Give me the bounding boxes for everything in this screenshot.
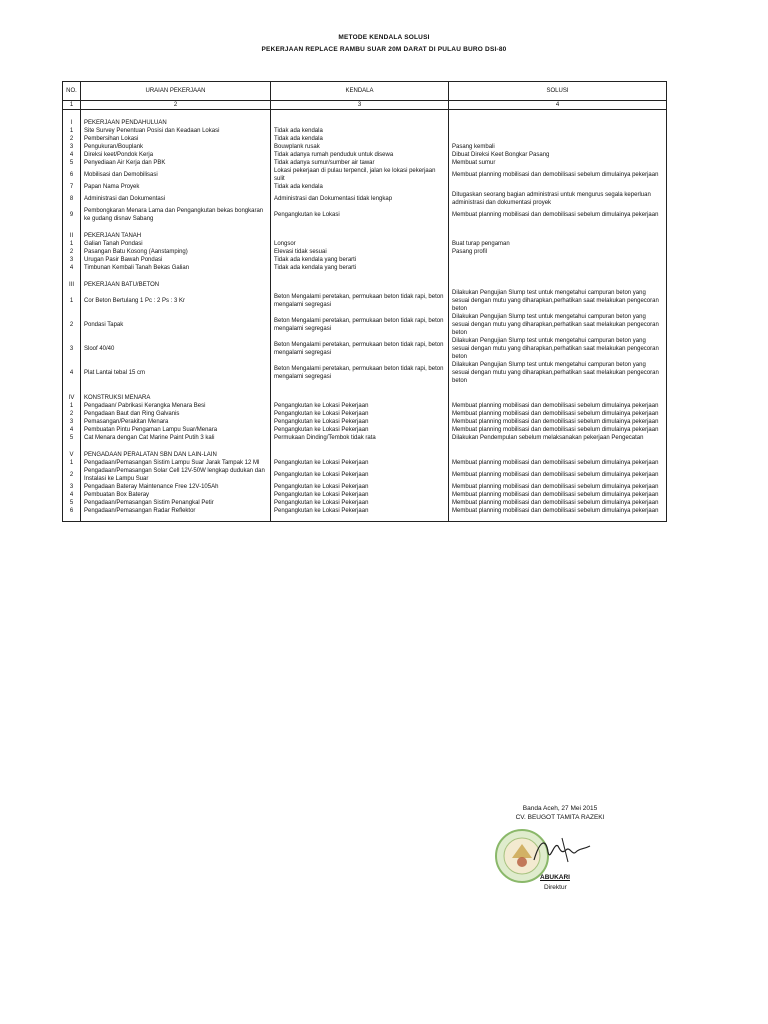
section-title: PENGADAAN PERALATAN SBN DAN LAIN-LAIN (81, 448, 271, 459)
empty-cell (271, 229, 449, 240)
uraian-cell: Pembongkaran Menara Lama dan Pengangkutan bekas bongkaran ke gudang disnav Sabang (81, 207, 271, 223)
empty-cell (449, 229, 667, 240)
uraian-cell: Pembuatan Pintu Pengaman Lampu Suar/Menara (81, 426, 271, 434)
row-number: 9 (63, 207, 81, 223)
row-number: 1 (63, 289, 81, 313)
uraian-cell: Direksi keet/Pondok Kerja (81, 151, 271, 159)
solusi-cell: Pasang kembali (449, 143, 667, 151)
row-number: 2 (63, 248, 81, 256)
solusi-cell: Membuat planning mobilisasi dan demobilisasi sebelum dimulainya pekerjaan (449, 418, 667, 426)
table-row (63, 459, 667, 467)
table-row (63, 183, 667, 191)
table-row (63, 410, 667, 418)
solusi-cell: Membuat planning mobilisasi dan demobilisasi sebelum dimulainya pekerjaan (449, 402, 667, 410)
solusi-cell: Membuat planning mobilisasi dan demobilisasi sebelum dimulainya pekerjaan (449, 491, 667, 499)
header-kendala: KENDALA (271, 82, 449, 101)
uraian-cell: Galian Tanah Pondasi (81, 240, 271, 248)
table-row (63, 135, 667, 143)
row-number: 3 (63, 483, 81, 491)
kendala-cell: Pengangkutan ke Lokasi Pekerjaan (271, 402, 449, 410)
uraian-cell: Mobilisasi dan Demobilisasi (81, 167, 271, 183)
row-number: 1 (63, 459, 81, 467)
kendala-cell: Pengangkutan ke Lokasi Pekerjaan (271, 507, 449, 515)
table-row (63, 264, 667, 272)
solusi-cell (449, 135, 667, 143)
section-number: IV (63, 391, 81, 402)
row-number: 3 (63, 337, 81, 361)
row-number: 2 (63, 135, 81, 143)
place-date: Banda Aceh, 27 Mei 2015 (522, 805, 598, 812)
kendala-cell: Pengangkutan ke Lokasi Pekerjaan (271, 459, 449, 467)
solusi-cell: Dibuat Direksi Keet Bongkar Pasang (449, 151, 667, 159)
uraian-cell: Plat Lantai tebal 15 cm (81, 361, 271, 385)
table-row (63, 499, 667, 507)
uraian-cell: Pembersihan Lokasi (81, 135, 271, 143)
uraian-cell: Pengadaan/Pemasangan Sistim Lampu Suar Jarak Tampak 12 Ml (81, 459, 271, 467)
solusi-cell: Dilakukan Pengujian Slump test untuk mengetahui campuran beton yang sesuai dengan mutu yang diharapkan,perhatikan saat melakukan pengecoran beton (449, 289, 667, 313)
section-row (63, 229, 667, 240)
empty-cell (449, 391, 667, 402)
row-number: 4 (63, 264, 81, 272)
section-title: KONSTRUKSI MENARA (81, 391, 271, 402)
uraian-cell: Pembuatan Box Bateray (81, 491, 271, 499)
kendala-cell: Permukaan Dinding/Tembok tidak rata (271, 434, 449, 442)
kendala-cell: Tidak ada kendala (271, 135, 449, 143)
solusi-cell: Membuat planning mobilisasi dan demobilisasi sebelum dimulainya pekerjaan (449, 507, 667, 515)
table-header-row (63, 82, 667, 101)
kendala-cell: Tidak ada kendala yang berarti (271, 256, 449, 264)
col-number: 4 (449, 101, 667, 110)
table-row (63, 207, 667, 223)
empty-cell (63, 515, 81, 522)
kendala-cell: Pengangkutan ke Lokasi Pekerjaan (271, 410, 449, 418)
table-row (63, 491, 667, 499)
kendala-cell: Beton Mengalami peretakan, permukaan beton tidak rapi, beton mengalami segregasi (271, 289, 449, 313)
header-no: NO. (63, 82, 81, 101)
method-table (62, 81, 667, 522)
solusi-cell: Dilakukan Pengujian Slump test untuk mengetahui campuran beton yang sesuai dengan mutu yang diharapkan,perhatikan saat melakukan pengecoran beton (449, 361, 667, 385)
solusi-cell: Dilakukan Pengujian Slump test untuk mengetahui campuran beton yang sesuai dengan mutu yang diharapkan,perhatikan saat melakukan pengecoran beton (449, 337, 667, 361)
uraian-cell: Penyediaan Air Kerja dan PBK (81, 159, 271, 167)
solusi-cell: Membuat sumur (449, 159, 667, 167)
solusi-cell (449, 127, 667, 135)
table-row (63, 240, 667, 248)
uraian-cell: Pengadaan/ Pabrikasi Kerangka Menara Besi (81, 402, 271, 410)
kendala-cell: Pengangkutan ke Lokasi (271, 207, 449, 223)
solusi-cell: Membuat planning mobilisasi dan demobilisasi sebelum dimulainya pekerjaan (449, 499, 667, 507)
kendala-cell: Pengangkutan ke Lokasi Pekerjaan (271, 499, 449, 507)
section-row (63, 391, 667, 402)
uraian-cell: Pengadaan/Pemasangan Sistim Penangkal Petir (81, 499, 271, 507)
table-row (63, 313, 667, 337)
table-row (63, 426, 667, 434)
uraian-cell: Pemasangan/Perakitan Menara (81, 418, 271, 426)
empty-cell (81, 515, 271, 522)
table-row (63, 507, 667, 515)
row-number: 5 (63, 159, 81, 167)
table-row (63, 143, 667, 151)
table-body (63, 110, 667, 522)
company-name: CV. BEUGOT TAMITA RAZEKI (515, 814, 605, 821)
row-number: 4 (63, 151, 81, 159)
empty-cell (449, 278, 667, 289)
kendala-cell: Tidak ada kendala (271, 127, 449, 135)
row-number: 2 (63, 467, 81, 483)
solusi-cell: Membuat planning mobilisasi dan demobilisasi sebelum dimulainya pekerjaan (449, 426, 667, 434)
kendala-cell: Bouwplank rusak (271, 143, 449, 151)
section-title: PEKERJAAN BATU/BETON (81, 278, 271, 289)
table-row (63, 483, 667, 491)
column-number-row (63, 101, 667, 110)
signature-block (480, 804, 640, 822)
solusi-cell: Buat turap pengaman (449, 240, 667, 248)
kendala-cell: Beton Mengalami peretakan, permukaan beton tidak rapi, beton mengalami segregasi (271, 361, 449, 385)
empty-cell (271, 278, 449, 289)
section-number: III (63, 278, 81, 289)
empty-cell (271, 116, 449, 127)
table-row (63, 434, 667, 442)
kendala-cell: Pengangkutan ke Lokasi Pekerjaan (271, 483, 449, 491)
kendala-cell: Pengangkutan ke Lokasi Pekerjaan (271, 426, 449, 434)
col-number: 2 (81, 101, 271, 110)
solusi-cell: Membuat planning mobilisasi dan demobilisasi sebelum dimulainya pekerjaan (449, 483, 667, 491)
row-number: 1 (63, 402, 81, 410)
empty-cell (449, 116, 667, 127)
uraian-cell: Papan Nama Proyek (81, 183, 271, 191)
row-number: 6 (63, 167, 81, 183)
empty-cell (449, 448, 667, 459)
solusi-cell: Membuat planning mobilisasi dan demobilisasi sebelum dimulainya pekerjaan (449, 167, 667, 183)
uraian-cell: Urugan Pasir Bawah Pondasi (81, 256, 271, 264)
signature-icon (532, 832, 592, 868)
solusi-cell (449, 183, 667, 191)
solusi-cell (449, 256, 667, 264)
kendala-cell: Beton Mengalami peretakan, permukaan beton tidak rapi, beton mengalami segregasi (271, 313, 449, 337)
uraian-cell: Pengadaan Bateray Maintenance Free 12V-105Ah (81, 483, 271, 491)
uraian-cell: Pondasi Tapak (81, 313, 271, 337)
kendala-cell: Administrasi dan Dokumentasi tidak lengkap (271, 191, 449, 207)
row-number: 6 (63, 507, 81, 515)
row-number: 5 (63, 499, 81, 507)
kendala-cell: Tidak adanya sumur/sumber air tawar (271, 159, 449, 167)
row-number: 4 (63, 361, 81, 385)
header-solusi: SOLUSI (449, 82, 667, 101)
section-title: PEKERJAAN TANAH (81, 229, 271, 240)
row-number: 3 (63, 256, 81, 264)
row-number: 5 (63, 434, 81, 442)
uraian-cell: Pengadaan/Pemasangan Solar Cell 12V-50W lengkap dudukan dan Instalasi ke Lampu Suar (81, 467, 271, 483)
table-row (63, 256, 667, 264)
table-row (63, 289, 667, 313)
row-number: 8 (63, 191, 81, 207)
row-number: 3 (63, 418, 81, 426)
kendala-cell: Elevasi tidak sesuai (271, 248, 449, 256)
solusi-cell: Dilakukan Pendempulan sebelum melaksanakan pekerjaan Pengecatan (449, 434, 667, 442)
table-row (63, 467, 667, 483)
solusi-cell: Pasang profil (449, 248, 667, 256)
kendala-cell: Pengangkutan ke Lokasi Pekerjaan (271, 418, 449, 426)
section-row (63, 116, 667, 127)
table-row (63, 127, 667, 135)
row-number: 4 (63, 491, 81, 499)
table-row (63, 248, 667, 256)
table-row (63, 418, 667, 426)
solusi-cell: Membuat planning mobilisasi dan demobilisasi sebelum dimulainya pekerjaan (449, 459, 667, 467)
empty-cell (271, 515, 449, 522)
signatory-role: Direktur (544, 884, 567, 891)
table-row (63, 167, 667, 183)
kendala-cell: Tidak ada kendala yang berarti (271, 264, 449, 272)
row-number: 4 (63, 426, 81, 434)
section-number: I (63, 116, 81, 127)
empty-cell (271, 448, 449, 459)
uraian-cell: Timbunan Kembali Tanah Bekas Galian (81, 264, 271, 272)
empty-cell (271, 391, 449, 402)
section-number: V (63, 448, 81, 459)
document-title: METODE KENDALA SOLUSI (338, 34, 430, 41)
solusi-cell: Membuat planning mobilisasi dan demobilisasi sebelum dimulainya pekerjaan (449, 207, 667, 223)
uraian-cell: Pengukuran/Bouplank (81, 143, 271, 151)
table-row (63, 151, 667, 159)
table-row (63, 159, 667, 167)
kendala-cell: Pengangkutan ke Lokasi Pekerjaan (271, 491, 449, 499)
col-number: 3 (271, 101, 449, 110)
uraian-cell: Sloof 40/40 (81, 337, 271, 361)
uraian-cell: Administrasi dan Dokumentasi (81, 191, 271, 207)
row-number: 2 (63, 410, 81, 418)
row-number: 2 (63, 313, 81, 337)
uraian-cell: Cat Menara dengan Cat Marine Paint Putih 3 kali (81, 434, 271, 442)
table-row (63, 337, 667, 361)
row-number: 1 (63, 127, 81, 135)
signatory-name: ABUKARI (540, 874, 570, 881)
section-number: II (63, 229, 81, 240)
table-row (63, 191, 667, 207)
solusi-cell: Membuat planning mobilisasi dan demobilisasi sebelum dimulainya pekerjaan (449, 410, 667, 418)
row-number: 7 (63, 183, 81, 191)
kendala-cell: Beton Mengalami peretakan, permukaan beton tidak rapi, beton mengalami segregasi (271, 337, 449, 361)
solusi-cell: Dilakukan Pengujian Slump test untuk mengetahui campuran beton yang sesuai dengan mutu yang diharapkan,perhatikan saat melakukan pengecoran beton (449, 313, 667, 337)
uraian-cell: Pengadaan Baut dan Ring Galvanis (81, 410, 271, 418)
empty-cell (449, 515, 667, 522)
table-row (63, 402, 667, 410)
uraian-cell: Pengadaan/Pemasangan Radar Reflektor (81, 507, 271, 515)
kendala-cell: Pengangkutan ke Lokasi Pekerjaan (271, 467, 449, 483)
kendala-cell: Longsor (271, 240, 449, 248)
solusi-cell: Membuat planning mobilisasi dan demobilisasi sebelum dimulainya pekerjaan (449, 467, 667, 483)
row-number: 1 (63, 240, 81, 248)
uraian-cell: Pasangan Batu Kosong (Aanstamping) (81, 248, 271, 256)
kendala-cell: Tidak ada kendala (271, 183, 449, 191)
solusi-cell (449, 264, 667, 272)
uraian-cell: Cor Beton Bertulang 1 Pc : 2 Ps : 3 Kr (81, 289, 271, 313)
table-row (63, 361, 667, 385)
section-row (63, 448, 667, 459)
col-number: 1 (63, 101, 81, 110)
uraian-cell: Site Survey Penentuan Posisi dan Keadaan Lokasi (81, 127, 271, 135)
row-number: 3 (63, 143, 81, 151)
document-subtitle: PEKERJAAN REPLACE RAMBU SUAR 20M DARAT DI PULAU BURO DSI-80 (261, 46, 507, 53)
spacer-row (63, 515, 667, 522)
solusi-cell: Ditugaskan seorang bagian administrasi untuk mengurus segala keperluan administrasi dan dokumentasi proyek (449, 191, 667, 207)
kendala-cell: Lokasi pekerjaan di pulau terpencil, jalan ke lokasi pekerjaan sulit (271, 167, 449, 183)
header-uraian: URAIAN PEKERJAAN (81, 82, 271, 101)
section-title: PEKERJAAN PENDAHULUAN (81, 116, 271, 127)
section-row (63, 278, 667, 289)
kendala-cell: Tidak adanya rumah penduduk untuk disewa (271, 151, 449, 159)
